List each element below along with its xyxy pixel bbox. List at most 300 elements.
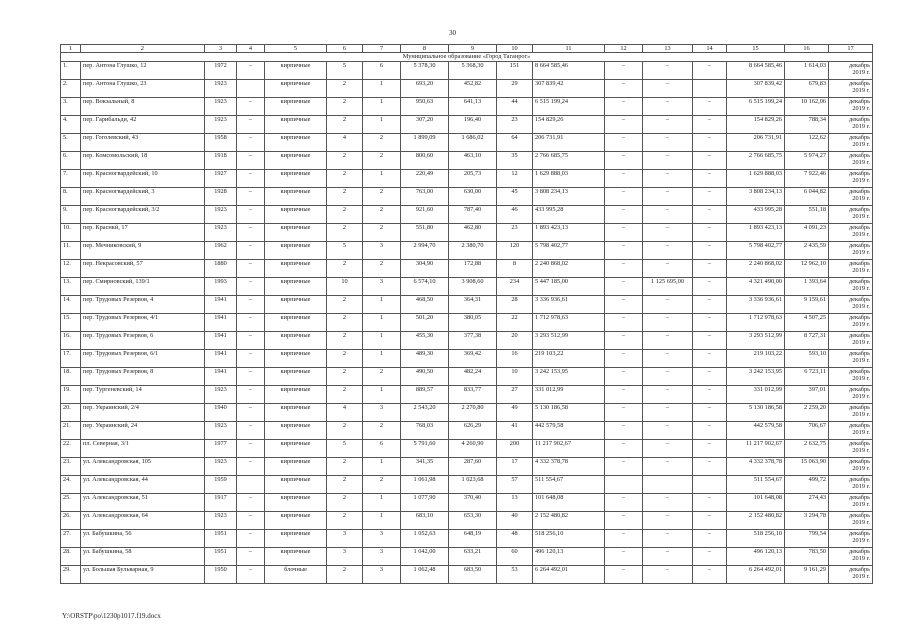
floors-count: 3 [327,530,363,548]
total-area: 1 062,48 [401,566,449,584]
col-12-value: – [605,368,643,386]
table-row [61,530,873,548]
floors-count: 4 [327,404,363,422]
completion-month: декабрь [849,80,870,87]
col-13-value: – [643,458,693,476]
year-built: 1941 [205,314,237,332]
living-area: 370,40 [449,494,497,512]
row-number: 17. [61,350,81,368]
column-number-3: 3 [205,45,237,53]
col-4-value: – [237,296,265,314]
col-4-value: – [237,440,265,458]
col-4-value: – [237,350,265,368]
footer-file-path: Y:\ORSTP\ро\1230р1017.f19.docx [62,612,161,620]
entrances-count: 2 [363,188,401,206]
col-14-value: – [693,494,727,512]
row-number: 14. [61,296,81,314]
col-13-value: – [643,422,693,440]
col-15-value: 206 731,91 [727,134,785,152]
total-cost: 6 264 492,01 [533,566,605,584]
residents-count: 48 [497,530,533,548]
wall-material: кирпичные [265,152,327,170]
total-area: 489,30 [401,350,449,368]
col-15-value: 4 332 378,78 [727,458,785,476]
col-13-value: – [643,368,693,386]
year-built: 1993 [205,278,237,296]
year-built: 1951 [205,548,237,566]
entrances-count: 3 [363,548,401,566]
wall-material: кирпичные [265,260,327,278]
floors-count: 2 [327,386,363,404]
col-12-value: – [605,386,643,404]
completion-month: декабрь [849,116,870,123]
wall-material: кирпичные [265,368,327,386]
col-14-value: – [693,548,727,566]
total-area: 1 899,09 [401,134,449,152]
wall-material: кирпичные [265,422,327,440]
col-15-value: 219 103,22 [727,350,785,368]
year-built: 1923 [205,98,237,116]
year-built: 1923 [205,206,237,224]
living-area: 653,30 [449,512,497,530]
col-14-value: – [693,422,727,440]
entrances-count: 3 [363,242,401,260]
living-area: 482,24 [449,368,497,386]
col-15-value: 11 217 902,67 [727,440,785,458]
residents-count: 20 [497,332,533,350]
completion-month: декабрь [849,278,870,285]
completion-year: 2019 г. [852,105,870,113]
row-number: 29. [61,566,81,584]
col-13-value: – [643,530,693,548]
completion-year: 2019 г. [852,159,870,167]
col-12-value [605,476,643,494]
col-13-value: – [643,404,693,422]
wall-material: кирпичные [265,332,327,350]
living-area: 369,42 [449,350,497,368]
floors-count: 2 [327,350,363,368]
specific-cost: 5 974,27 [785,152,829,170]
entrances-count: 3 [363,566,401,584]
address: пер. Гарибальди, 42 [81,116,205,134]
row-number: 5. [61,134,81,152]
year-built: 1951 [205,530,237,548]
column-number-11: 11 [533,45,605,53]
col-15-value: 3 293 512,99 [727,332,785,350]
living-area: 364,31 [449,296,497,314]
col-4-value: – [237,260,265,278]
total-cost: 5 798 402,77 [533,242,605,260]
floors-count: 5 [327,62,363,80]
row-number: 9. [61,206,81,224]
total-area: 693,20 [401,80,449,98]
total-area: 6 574,10 [401,278,449,296]
completion-year: 2019 г. [852,483,870,491]
column-number-1: 1 [61,45,81,53]
row-number: 6. [61,152,81,170]
completion-month: декабрь [849,458,870,465]
living-area: 172,88 [449,260,497,278]
col-13-value: – [643,170,693,188]
specific-cost: 3 294,78 [785,512,829,530]
wall-material: кирпичные [265,440,327,458]
entrances-count: 2 [363,224,401,242]
col-12-value: – [605,224,643,242]
completion-date [829,206,873,224]
col-15-value: 2 240 868,02 [727,260,785,278]
col-15-value: 442 579,58 [727,422,785,440]
col-12-value: – [605,566,643,584]
wall-material: кирпичные [265,80,327,98]
col-15-value: 154 829,26 [727,116,785,134]
completion-month: декабрь [849,386,870,393]
completion-date [829,368,873,386]
column-number-15: 15 [727,45,785,53]
living-area: 377,38 [449,332,497,350]
address: пер. Трудовых Резервов, 8 [81,368,205,386]
completion-date [829,566,873,584]
living-area: 196,40 [449,116,497,134]
completion-date [829,116,873,134]
living-area: 4 260,90 [449,440,497,458]
total-area: 950,63 [401,98,449,116]
entrances-count: 6 [363,62,401,80]
col-13-value: – [643,116,693,134]
col-14-value: – [693,458,727,476]
living-area: 462,80 [449,224,497,242]
living-area: 5 368,30 [449,62,497,80]
row-number: 2. [61,80,81,98]
residents-count: 13 [497,494,533,512]
col-4-value: – [237,422,265,440]
row-number: 11. [61,242,81,260]
row-number: 18. [61,368,81,386]
address: пер. Трудовых Резервов, 6 [81,332,205,350]
floors-count: 5 [327,242,363,260]
residents-count: 44 [497,98,533,116]
residents-count: 27 [497,386,533,404]
specific-cost: 706,67 [785,422,829,440]
col-15-value: 4 321 490,00 [727,278,785,296]
address: ул. Бабушкина, 56 [81,530,205,548]
col-15-value: 3 808 234,13 [727,188,785,206]
address: ул. Александровская, 64 [81,512,205,530]
living-area: 2 380,70 [449,242,497,260]
entrances-count: 2 [363,260,401,278]
column-number-12: 12 [605,45,643,53]
address: ул. Александровская, 105 [81,458,205,476]
col-13-value: – [643,62,693,80]
row-number: 28. [61,548,81,566]
completion-date [829,224,873,242]
living-area: 626,29 [449,422,497,440]
completion-date [829,152,873,170]
wall-material: кирпичные [265,62,327,80]
completion-date [829,440,873,458]
year-built: 1923 [205,422,237,440]
table-row [61,170,873,188]
completion-date [829,170,873,188]
row-number: 19. [61,386,81,404]
floors-count: 2 [327,224,363,242]
col-14-value: – [693,152,727,170]
total-cost: 3 808 234,13 [533,188,605,206]
year-built: 1950 [205,566,237,584]
table-row [61,332,873,350]
total-area: 2 543,20 [401,404,449,422]
row-number: 1. [61,62,81,80]
completion-year: 2019 г. [852,321,870,329]
address: ул. Большая Бульварная, 9 [81,566,205,584]
col-13-value: – [643,566,693,584]
residents-count: 53 [497,566,533,584]
col-12-value: – [605,440,643,458]
row-number: 21. [61,422,81,440]
total-area: 768,03 [401,422,449,440]
total-cost: 5 447 185,00 [533,278,605,296]
address: пер. Красногвардейский, 3 [81,188,205,206]
entrances-count: 3 [363,404,401,422]
year-built: 1923 [205,386,237,404]
floors-count: 5 [327,440,363,458]
row-number: 12. [61,260,81,278]
residents-count: 10 [497,368,533,386]
completion-year: 2019 г. [852,375,870,383]
total-cost: 3 336 936,61 [533,296,605,314]
col-4-value: – [237,134,265,152]
specific-cost: 7 922,46 [785,170,829,188]
col-15-value: 1 712 978,63 [727,314,785,332]
total-area: 5 791,60 [401,440,449,458]
year-built: 1923 [205,116,237,134]
year-built: 1923 [205,80,237,98]
total-cost: 511 554,67 [533,476,605,494]
address: пер. Красногвардейский, 10 [81,170,205,188]
completion-date [829,242,873,260]
col-4-value: – [237,224,265,242]
wall-material: кирпичные [265,548,327,566]
completion-date [829,512,873,530]
col-4-value: – [237,458,265,476]
total-cost: 154 829,26 [533,116,605,134]
col-15-value: 511 554,67 [727,476,785,494]
year-built: 1941 [205,296,237,314]
col-13-value [643,476,693,494]
col-15-value: 1 893 423,13 [727,224,785,242]
wall-material: кирпичные [265,350,327,368]
col-13-value: – [643,260,693,278]
wall-material: кирпичные [265,188,327,206]
total-area: 490,50 [401,368,449,386]
wall-material: кирпичные [265,296,327,314]
col-14-value: – [693,386,727,404]
col-15-value: 2 152 480,82 [727,512,785,530]
year-built: 1918 [205,152,237,170]
col-4-value: – [237,494,265,512]
address: пер. Украинский, 2/4 [81,404,205,422]
col-4-value: – [237,188,265,206]
specific-cost: 783,50 [785,548,829,566]
total-cost: 1 629 888,03 [533,170,605,188]
col-4-value: – [237,206,265,224]
residents-count: 12 [497,170,533,188]
residents-count: 28 [497,296,533,314]
residents-count: 49 [497,404,533,422]
address: пер. Гоголевский, 43 [81,134,205,152]
col-14-value: – [693,332,727,350]
section-title: Муниципальное образование «Город Таганрог» [61,53,873,62]
column-number-5: 5 [265,45,327,53]
total-cost: 2 240 868,02 [533,260,605,278]
entrances-count: 1 [363,98,401,116]
col-15-value: 101 648,08 [727,494,785,512]
completion-month: декабрь [849,404,870,411]
col-12-value: – [605,278,643,296]
address: ул. Александровская, 44 [81,476,205,494]
total-area: 551,80 [401,224,449,242]
total-cost: 2 766 685,75 [533,152,605,170]
entrances-count: 2 [363,422,401,440]
col-15-value: 307 839,42 [727,80,785,98]
total-cost: 4 332 378,78 [533,458,605,476]
year-built: 1959 [205,476,237,494]
entrances-count: 1 [363,350,401,368]
year-built: 1880 [205,260,237,278]
col-15-value: 433 995,28 [727,206,785,224]
address: ул. Бабушкина, 58 [81,548,205,566]
completion-year: 2019 г. [852,501,870,509]
residents-count: 234 [497,278,533,296]
residents-count: 23 [497,116,533,134]
completion-date [829,350,873,368]
specific-cost: 122,62 [785,134,829,152]
completion-month: декабрь [849,224,870,231]
col-14-value: – [693,296,727,314]
completion-year: 2019 г. [852,87,870,95]
completion-year: 2019 г. [852,429,870,437]
floors-count: 2 [327,170,363,188]
completion-year: 2019 г. [852,141,870,149]
column-number-14: 14 [693,45,727,53]
col-4-value: – [237,278,265,296]
residents-count: 8 [497,260,533,278]
total-area: 800,60 [401,152,449,170]
column-number-8: 8 [401,45,449,53]
row-number: 4. [61,116,81,134]
table-row [61,242,873,260]
table-row [61,350,873,368]
completion-year: 2019 г. [852,573,870,581]
col-14-value: – [693,62,727,80]
table-row [61,260,873,278]
wall-material: кирпичные [265,278,327,296]
col-12-value: – [605,404,643,422]
floors-count: 2 [327,98,363,116]
col-12-value: – [605,494,643,512]
col-13-value: – [643,296,693,314]
table-row [61,494,873,512]
total-cost: 307 839,42 [533,80,605,98]
living-area: 380,05 [449,314,497,332]
total-cost: 1 893 423,13 [533,224,605,242]
floors-count: 3 [327,548,363,566]
completion-date [829,332,873,350]
address: пл. Северная, 3/1 [81,440,205,458]
row-number: 24. [61,476,81,494]
total-cost: 219 103,22 [533,350,605,368]
col-12-value: – [605,170,643,188]
col-14-value: – [693,116,727,134]
residents-count: 46 [497,206,533,224]
col-12-value: – [605,332,643,350]
completion-month: декабрь [849,170,870,177]
completion-month: декабрь [849,350,870,357]
col-14-value: – [693,170,727,188]
year-built: 1928 [205,188,237,206]
col-4-value: – [237,530,265,548]
col-14-value: – [693,404,727,422]
col-12-value: – [605,260,643,278]
entrances-count: 1 [363,170,401,188]
floors-count: 4 [327,134,363,152]
completion-year: 2019 г. [852,537,870,545]
address: пер. Вокзальный, 8 [81,98,205,116]
table-row [61,476,873,494]
completion-year: 2019 г. [852,411,870,419]
living-area: 648,19 [449,530,497,548]
col-12-value: – [605,296,643,314]
table-row [61,548,873,566]
address: пер. Некрасовский, 57 [81,260,205,278]
floors-count: 2 [327,458,363,476]
wall-material: кирпичные [265,476,327,494]
col-4-value [237,80,265,98]
col-14-value: – [693,278,727,296]
completion-year: 2019 г. [852,393,870,401]
floors-count: 2 [327,494,363,512]
total-cost: 101 648,08 [533,494,605,512]
living-area: 3 908,60 [449,278,497,296]
wall-material: кирпичные [265,134,327,152]
row-number: 27. [61,530,81,548]
col-15-value: 331 012,99 [727,386,785,404]
col-12-value: – [605,62,643,80]
table-row [61,206,873,224]
row-number: 7. [61,170,81,188]
year-built: 1962 [205,242,237,260]
wall-material: кирпичные [265,512,327,530]
floors-count: 2 [327,368,363,386]
specific-cost: 2 259,20 [785,404,829,422]
specific-cost: 4 507,25 [785,314,829,332]
total-cost: 3 242 153,95 [533,368,605,386]
residents-count: 57 [497,476,533,494]
col-12-value: – [605,548,643,566]
col-13-value: – [643,440,693,458]
entrances-count: 3 [363,530,401,548]
col-15-value: 6 515 199,24 [727,98,785,116]
specific-cost: 9 159,61 [785,296,829,314]
living-area: 641,13 [449,98,497,116]
completion-date [829,80,873,98]
col-12-value: – [605,116,643,134]
completion-month: декабрь [849,314,870,321]
floors-count: 2 [327,116,363,134]
col-12-value: – [605,80,643,98]
completion-date [829,98,873,116]
completion-month: декабрь [849,368,870,375]
row-number: 20. [61,404,81,422]
